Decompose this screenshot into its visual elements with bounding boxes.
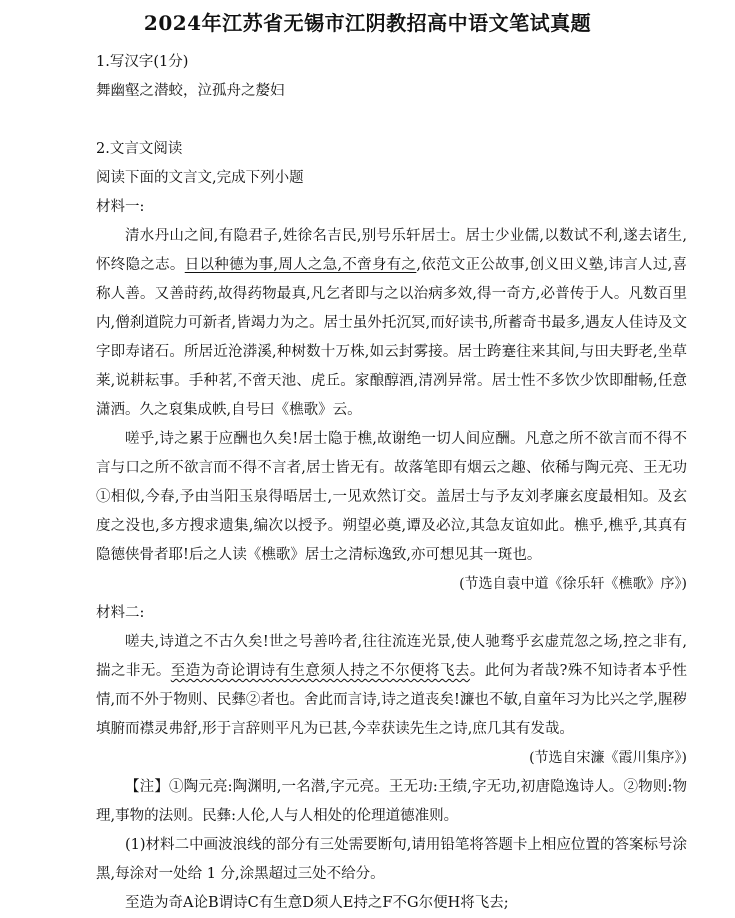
material1-text-b: ,依范文正公故事,创义田义塾,讳言人过,喜称人善。又善莳药,故得药物最真,凡乞者即与之以治病多效,得一奇方,必普传于人。凡数百里内,僧刹道院力可新者,皆竭力为之。居士虽外托沉冥,而好读书,所蓄奇书最多,遇友人佳诗及文字即寿诸石。所居近沧漭溪,种树数十万株,如云封雾接。居士跨蹇往来其间,与田夫野老,坐草莱,说耕耘事。手种茗,不啻天池、虎丘。家酿醇酒,清冽异常。居士性不多饮少饮即酣畅,任意潇洒。久之裒集成帙,自号曰《樵歌》云。 [96, 257, 688, 418]
blank-line [96, 106, 687, 135]
material1-underlined-text: 日以种德为事,周人之急,不啻身有之 [184, 257, 417, 273]
material2-wavy-text: 至造为奇论谓诗有生意须人持之不尔便将飞去 [170, 663, 470, 679]
material2-label: 材料二: [96, 605, 145, 621]
sub-question-1-options: 至造为奇A论B谓诗C有生意D须人E持之F不G尔便H将飞去; [125, 895, 509, 911]
material2-paragraph [96, 628, 687, 744]
footnote: 【注】①陶元亮:陶渊明,一名潜,字元亮。王无功:王绩,字无功,初唐隐逸诗人。②物则:物理,事物的法则。民彝:人伦,人与人相处的伦理道德准则。 [96, 779, 687, 824]
material1-source: (节选自袁中道《徐乐轩《樵歌》序》) [459, 576, 687, 592]
material1-paragraph-1 [96, 222, 687, 425]
page-title: 2024年江苏省无锡市江阴教招高中语文笔试真题 [143, 11, 592, 35]
material2-source: (节选自宋濂《霞川集序》) [529, 750, 687, 766]
sub-question-1: (1)材料二中画波浪线的部分有三处需要断句,请用铅笔将答题卡上相应位置的答案标号涂黑,每涂对一处给 1 分,涂黑超过三处不给分。 [96, 837, 687, 882]
material1-label: 材料一: [96, 199, 145, 215]
material1-text-a: 清水丹山之间,有隐君子,姓徐名吉民,别号乐轩居士。居士少业儒,以数试不利,遂去诸生,怀终隐之志。 [96, 228, 687, 273]
q1-text: 舞幽壑之潜蛟，泣孤舟之嫠妇 [96, 83, 285, 99]
q2-heading: 2.文言文阅读 [96, 141, 183, 157]
material2-text-a: 嗟夫,诗道之不古久矣!世之号善吟者,往往流连光景,使人驰骛乎玄虚荒忽之场,控之非有,揣之非无。 [96, 634, 687, 679]
q1-heading: 1.写汉字(1分) [96, 54, 189, 70]
q2-instruction: 阅读下面的文言文,完成下列小题 [96, 170, 304, 186]
material1-paragraph-2: 嗟乎,诗之累于应酬也久矣!居士隐于樵,故谢绝一切人间应酬。凡意之所不欲言而不得不言与口之所不欲言而不得不言者,居士皆无有。故落笔即有烟云之趣、依稀与陶元亮、王无功①相似,今春,予由当阳玉泉得晤居士,一见欢然订交。盖居士与予友刘孝廉玄度最相知。及玄度之没也,多方搜求遗集,编次以授予。朔望必奠,谭及必泣,其急友谊如此。樵乎,樵乎,其真有隐德侠骨者耶!后之人读《樵歌》居士之清标逸致,亦可想见其一斑也。 [96, 431, 687, 563]
material2-text-b: 。此何为者哉?殊不知诗者本乎性情,而不外于物则、民彝②者也。舍此而言诗,诗之道丧矣!濂也不敏,自童年习为比兴之学,腥秽填腑而襟灵弗舒,形于言辞则平凡为已甚,今幸获读先生之诗,庶几其有发哉。 [96, 663, 688, 737]
